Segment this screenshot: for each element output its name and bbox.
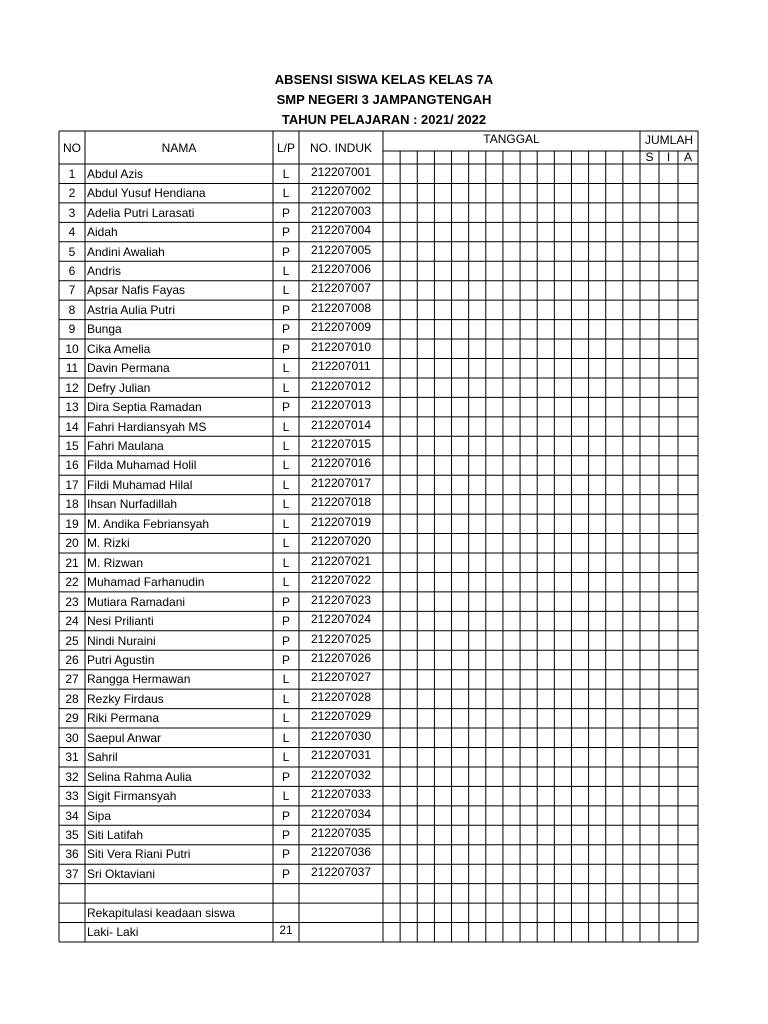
student-name: Riki Permana [87, 711, 160, 726]
student-gender: L [282, 166, 290, 181]
student-id: 212207006 [310, 261, 372, 276]
student-id: 212207018 [310, 495, 372, 510]
student-id: 212207014 [310, 417, 372, 432]
student-id: 212207020 [310, 534, 372, 549]
student-id: 212207001 [310, 164, 372, 179]
row-number: 34 [65, 808, 79, 823]
row-number: 17 [65, 477, 79, 492]
row-number: 4 [68, 225, 76, 240]
student-gender: P [281, 244, 290, 259]
student-name: Apsar Nafis Fayas [87, 283, 186, 298]
student-id: 212207012 [310, 378, 372, 393]
header-no-induk: NO. INDUK [309, 140, 372, 155]
student-name: Andini Awaliah [87, 244, 165, 259]
student-gender: P [281, 400, 290, 415]
student-name: Aidah [87, 225, 118, 240]
student-name: Adelia Putri Larasati [87, 205, 195, 220]
row-number: 19 [65, 516, 79, 531]
student-gender: L [282, 439, 290, 454]
student-gender: P [281, 866, 290, 881]
student-id: 212207015 [310, 437, 372, 452]
student-id: 212207037 [310, 864, 372, 879]
student-gender: L [282, 730, 290, 745]
row-number: 5 [68, 244, 76, 259]
student-id: 212207009 [310, 320, 372, 335]
row-number: 18 [65, 497, 79, 512]
student-gender: P [281, 594, 290, 609]
row-number: 32 [65, 769, 79, 784]
rekap-title: Rekapitulasi keadaan siswa [87, 905, 236, 920]
student-name: Fahri Maulana [87, 439, 164, 454]
row-number: 2 [68, 186, 76, 201]
student-name: Dira Septia Ramadan [87, 400, 202, 415]
row-number: 25 [65, 633, 79, 648]
student-name: Ihsan Nurfadillah [87, 497, 178, 512]
student-name: M. Andika Febriansyah [87, 516, 210, 531]
header-jumlah: JUMLAH [644, 133, 693, 147]
student-name: M. Rizki [87, 536, 130, 551]
row-number: 20 [65, 536, 79, 551]
student-name: Davin Permana [87, 361, 170, 376]
student-id: 212207021 [310, 553, 372, 568]
header-sakit: S [645, 149, 654, 164]
student-name: Defry Julian [87, 380, 151, 395]
student-id: 212207029 [310, 709, 372, 724]
student-gender: L [282, 516, 290, 531]
student-gender: P [281, 322, 290, 337]
student-name: Selina Rahma Aulia [87, 769, 192, 784]
student-name: Cika Amelia [87, 341, 151, 356]
academic-year: TAHUN PELAJARAN : 2021/ 2022 [281, 112, 487, 127]
student-id: 212207028 [310, 689, 372, 704]
student-gender: P [281, 205, 290, 220]
student-id: 212207035 [310, 826, 372, 841]
student-gender: P [281, 828, 290, 843]
row-number: 30 [65, 730, 79, 745]
student-id: 212207025 [310, 631, 372, 646]
student-gender: L [282, 477, 290, 492]
student-id: 212207027 [310, 670, 372, 685]
row-number: 11 [65, 361, 79, 376]
row-number: 33 [65, 789, 79, 804]
student-id: 212207013 [310, 398, 372, 413]
school-name: SMP NEGERI 3 JAMPANGTENGAH [276, 92, 492, 107]
student-gender: L [282, 575, 290, 590]
student-id: 212207034 [310, 806, 372, 821]
student-id: 212207030 [310, 728, 372, 743]
row-number: 10 [65, 341, 79, 356]
student-id: 212207008 [310, 300, 372, 315]
student-gender: P [281, 847, 290, 862]
student-id: 212207017 [310, 475, 372, 490]
header-lp: L/P [276, 140, 295, 155]
student-gender: P [281, 808, 290, 823]
student-id: 212207016 [310, 456, 372, 471]
student-name: Sahril [87, 750, 118, 765]
row-number: 27 [65, 672, 79, 687]
student-gender: L [282, 263, 290, 278]
student-name: Muhamad Farhanudin [87, 575, 205, 590]
header-izin: I [666, 149, 671, 164]
student-id: 212207011 [311, 359, 371, 374]
student-gender: L [282, 380, 290, 395]
student-name: Filda Muhamad Holil [87, 458, 197, 473]
student-name: Sigit Firmansyah [87, 789, 177, 804]
student-name: Andris [87, 263, 122, 278]
rekap-laki-count: 21 [279, 923, 293, 938]
student-name: Rezky Firdaus [87, 691, 164, 706]
row-number: 16 [65, 458, 79, 473]
row-number: 15 [65, 439, 79, 454]
student-id: 212207033 [310, 787, 372, 802]
student-gender: L [282, 691, 290, 706]
row-number: 14 [65, 419, 79, 434]
student-name: Sipa [87, 808, 112, 823]
student-name: Nesi Prilianti [87, 614, 154, 629]
row-number: 9 [68, 322, 76, 337]
student-gender: L [282, 536, 290, 551]
row-number: 22 [65, 575, 79, 590]
student-name: Abdul Azis [87, 166, 144, 181]
student-id: 212207036 [310, 845, 372, 860]
student-id: 212207003 [310, 203, 372, 218]
student-gender: L [282, 750, 290, 765]
row-number: 7 [68, 283, 76, 298]
student-id: 212207005 [310, 242, 372, 257]
student-name: Saepul Anwar [87, 730, 162, 745]
header-tanggal: TANGGAL [483, 132, 540, 146]
student-gender: L [282, 419, 290, 434]
student-gender: L [282, 361, 290, 376]
student-gender: P [281, 652, 290, 667]
row-number: 6 [68, 263, 76, 278]
header-alpa: A [683, 149, 692, 164]
student-gender: L [282, 789, 290, 804]
header-no: NO [63, 140, 81, 155]
row-number: 37 [65, 866, 79, 881]
student-name: Siti Vera Riani Putri [87, 847, 191, 862]
student-name: M. Rizwan [87, 555, 144, 570]
row-number: 1 [68, 166, 76, 181]
row-number: 28 [65, 691, 79, 706]
student-id: 212207026 [310, 650, 372, 665]
student-gender: L [282, 497, 290, 512]
student-gender: P [281, 614, 290, 629]
student-gender: P [281, 633, 290, 648]
row-number: 24 [65, 614, 79, 629]
row-number: 12 [65, 380, 79, 395]
row-number: 21 [65, 555, 79, 570]
student-gender: L [282, 711, 290, 726]
rekap-laki-label: Laki- Laki [87, 925, 139, 940]
student-id: 212207022 [310, 573, 372, 588]
row-number: 23 [65, 594, 79, 609]
student-name: Sri Oktaviani [87, 866, 156, 881]
header-nama: NAMA [161, 140, 197, 155]
row-number: 31 [65, 750, 79, 765]
student-gender: L [282, 186, 290, 201]
student-id: 212207031 [310, 748, 372, 763]
student-name: Rangga Hermawan [87, 672, 191, 687]
student-id: 212207004 [310, 223, 372, 238]
row-number: 36 [65, 847, 79, 862]
student-id: 212207032 [310, 767, 372, 782]
student-gender: P [281, 225, 290, 240]
row-number: 13 [65, 400, 79, 415]
student-name: Siti Latifah [87, 828, 144, 843]
student-name: Fildi Muhamad Hilal [87, 477, 193, 492]
student-name: Nindi Nuraini [87, 633, 156, 648]
row-number: 3 [68, 205, 76, 220]
student-name: Fahri Hardiansyah MS [87, 419, 207, 434]
student-name: Bunga [87, 322, 122, 337]
row-number: 29 [65, 711, 79, 726]
document-title: ABSENSI SISWA KELAS KELAS 7A [274, 72, 494, 87]
student-gender: P [281, 769, 290, 784]
student-gender: P [281, 341, 290, 356]
student-id: 212207019 [310, 514, 372, 529]
student-gender: P [281, 302, 290, 317]
row-number: 26 [65, 652, 79, 667]
student-id: 212207010 [310, 339, 372, 354]
row-number: 35 [65, 828, 79, 843]
student-gender: L [282, 672, 290, 687]
student-name: Mutiara Ramadani [87, 594, 186, 609]
row-number: 8 [68, 302, 76, 317]
student-id: 212207024 [310, 612, 372, 627]
student-gender: L [282, 555, 290, 570]
student-name: Astria Aulia Putri [87, 302, 176, 317]
student-gender: L [282, 458, 290, 473]
student-id: 212207002 [310, 184, 372, 199]
student-id: 212207023 [310, 592, 372, 607]
student-name: Putri Agustin [87, 652, 155, 667]
student-id: 212207007 [310, 281, 372, 296]
student-name: Abdul Yusuf Hendiana [87, 186, 206, 201]
student-gender: L [282, 283, 290, 298]
